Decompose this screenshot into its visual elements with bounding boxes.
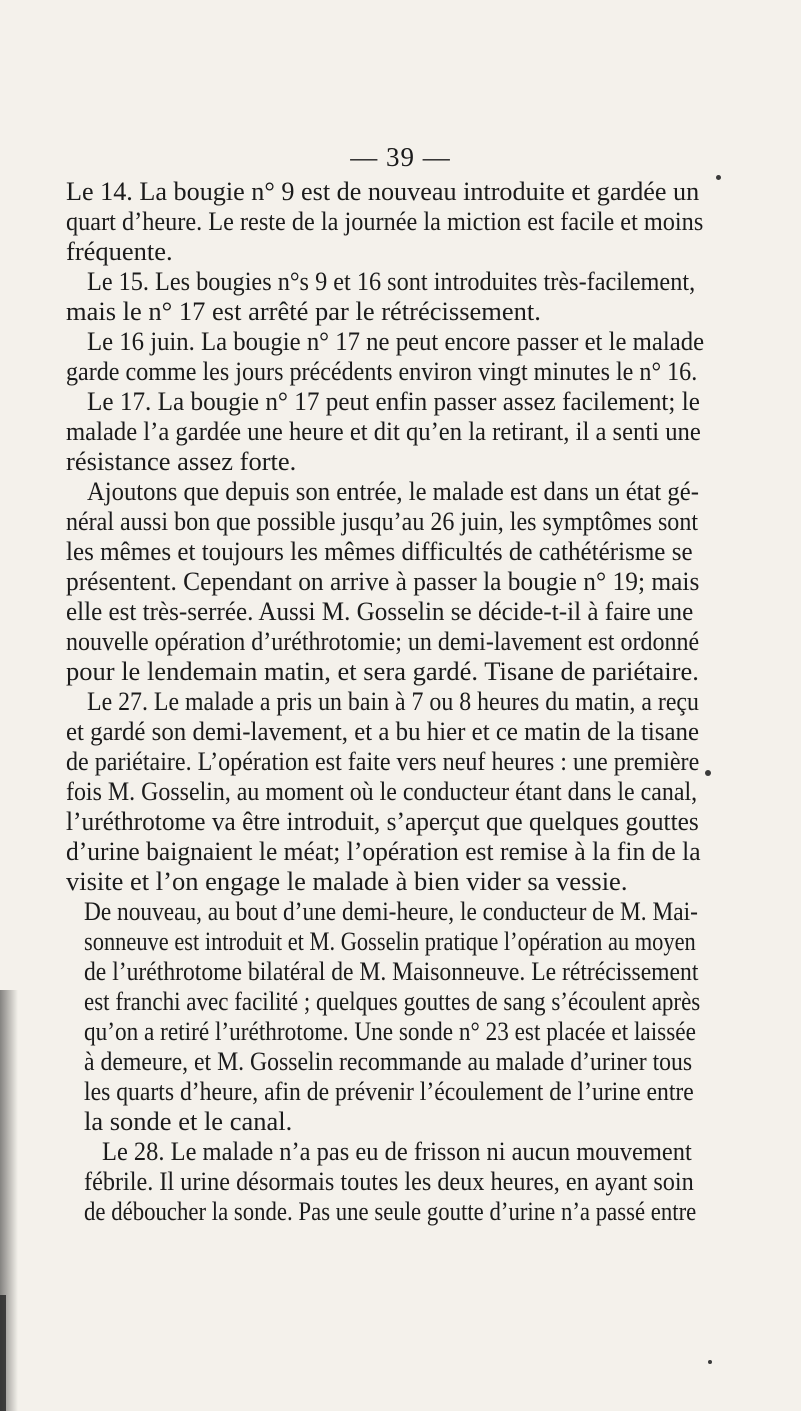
text-line: de l’uréthrotome bilatéral de M. Maisonneuve. Le rétrécissement [84,956,699,986]
text-line: de pariétaire. L’opération est faite vers neuf heures : une première [66,746,700,776]
text-line: et gardé son demi-lavement, et a bu hier et ce matin de la tisane [66,716,700,746]
text-line: Le 17. La bougie n° 17 peut enfin passer assez facilement; le [87,386,700,416]
text-line: les quarts d’heure, afin de prévenir l’écoulement de l’urine entre [84,1076,694,1106]
text-line: fébrile. Il urine désormais toutes les deux heures, en ayant soin [84,1166,694,1196]
text-line: de déboucher la sonde. Pas une seule goutte d’urine n’a passé entre [84,1196,697,1226]
text-line: qu’on a retiré l’uréthrotome. Une sonde n° 23 est placée et laissée [84,1016,696,1046]
text-line: mais le n° 17 est arrêté par le rétrécissement. [66,296,541,326]
text-line: fois M. Gosselin, au moment où le conducteur étant dans le canal, [66,776,698,806]
page-number: — 39 — [350,142,451,172]
text-line: De nouveau, au bout d’une demi-heure, le conducteur de M. Mai- [84,896,698,926]
text-line: l’uréthrotome va être introduit, s’aperçut que quelques gouttes [66,806,699,836]
text-line: visite et l’on engage le malade à bien vider sa vessie. [66,866,628,896]
text-line: Le 15. Les bougies n°s 9 et 16 sont introduites très-facilement, [87,266,696,296]
text-line: fréquente. [66,236,173,266]
text-line: quart d’heure. Le reste de la journée la miction est facile et moins [66,206,704,236]
text-line: Ajoutons que depuis son entrée, le malade est dans un état gé- [87,476,699,506]
text-line: elle est très-serrée. Aussi M. Gosselin se décide-t-il à faire une [66,596,694,626]
text-line: nouvelle opération d’uréthrotomie; un demi-lavement est ordonné [66,626,700,656]
text-line: néral aussi bon que possible jusqu’au 26 juin, les symptômes sont [66,506,699,536]
text-line: est franchi avec facilité ; quelques gouttes de sang s’écoulent après [84,986,701,1016]
text-line: la sonde et le canal. [84,1106,293,1136]
text-line: les mêmes et toujours les mêmes difficultés de cathétérisme se [66,536,693,566]
text-line: résistance assez forte. [66,446,297,476]
text-line: Le 14. La bougie n° 9 est de nouveau introduite et gardée un [66,176,700,206]
text-line: pour le lendemain matin, et sera gardé. Tisane de pariétaire. [66,656,699,686]
text-line: à demeure, et M. Gosselin recommande au malade d’uriner tous [84,1046,693,1076]
text-line: garde comme les jours précédents environ vingt minutes le n° 16. [66,356,698,386]
text-line: présentent. Cependant on arrive à passer la bougie n° 19; mais [66,566,700,596]
text-line: Le 16 juin. La bougie n° 17 ne peut encore passer et le malade [87,326,705,356]
text-line: Le 28. Le malade n’a pas eu de frisson ni aucun mouvement [102,1136,692,1166]
text-line: malade l’a gardée une heure et dit qu’en la retirant, il a senti une [66,416,701,446]
text-line: d’urine baignaient le méat; l’opération est remise à la fin de la [66,836,701,866]
text-line: Le 27. Le malade a pris un bain à 7 ou 8 heures du matin, a reçu [87,686,699,716]
text-line: sonneuve est introduit et M. Gosselin pratique l’opération au moyen [84,926,696,956]
